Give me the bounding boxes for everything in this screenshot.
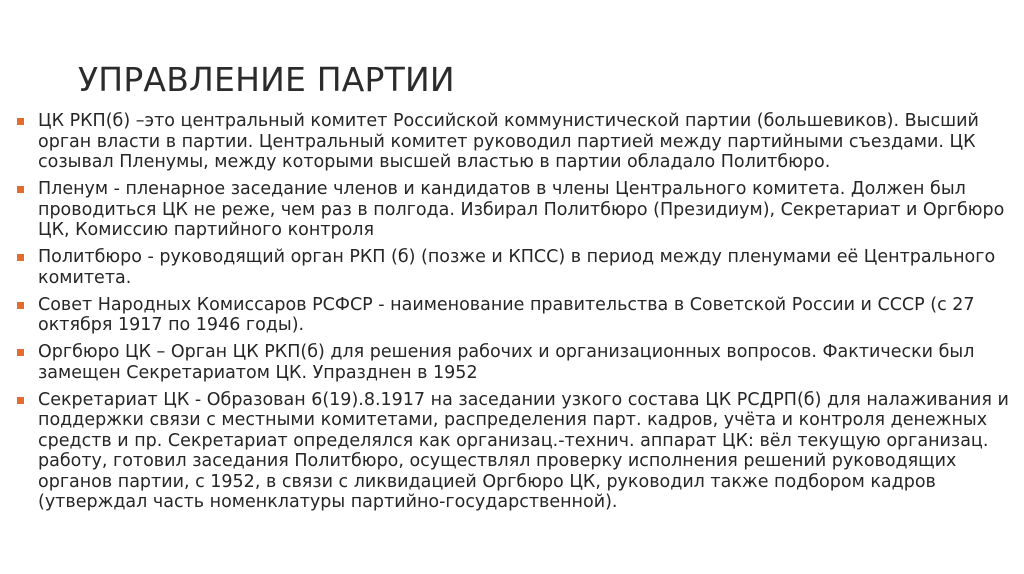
bullet-item <box>14 179 1014 241</box>
bullet-text: Оргбюро ЦК – Орган ЦК РКП(б) для решения рабочих и организационных вопросов. Фактически был замещен Секретариатом ЦК. Упразднен в 1952 <box>38 342 975 383</box>
square-bullet-icon <box>17 186 24 193</box>
square-bullet-icon <box>17 254 24 261</box>
bullet-item <box>14 111 1014 173</box>
bullet-text: Пленум - пленарное заседание членов и кандидатов в члены Центрального комитета. Должен был проводиться ЦК не реже, чем раз в полгода. Избирал Политбюро (Президиум), Секретариат и Оргбюро ЦК, Комиссию партийного контроля <box>38 179 1005 240</box>
bullet-text: Политбюро - руководящий орган РКП (б) (позже и КПСС) в период между пленумами её Центрального комитета. <box>38 247 996 288</box>
square-bullet-icon <box>17 349 24 356</box>
bullet-item <box>14 390 1014 513</box>
slide-title: УПРАВЛЕНИЕ ПАРТИИ <box>78 60 455 99</box>
bullet-item <box>14 247 1014 288</box>
bullet-text: ЦК РКП(б) –это центральный комитет Российской коммунистической партии (большевиков). Высший орган власти в партии. Центральный комитет руководил партией между партийными съездами. ЦК созывал Пленумы, между которыми высшей властью в партии обладало Политбюро. <box>38 111 979 172</box>
bullet-list <box>14 111 1014 519</box>
square-bullet-icon <box>17 118 24 125</box>
bullet-item <box>14 295 1014 336</box>
bullet-text: Секретариат ЦК - Образован 6(19).8.1917 на заседании узкого состава ЦК РСДРП(б) для налаживания и поддержки связи с местными комитетами, распределения парт. кадров, учёта и контроля денежных средств и пр. Секретариат определялся как организац.-технич. аппарат ЦК: вёл текущую организац. работу, готовил заседания Политбюро, осуществлял проверку исполнения решений руководящих органов партии, с 1952, в связи с ликвидацией Оргбюро ЦК, руководил также подбором кадров (утверждал часть номенклатуры партийно-государственной). <box>38 389 1009 512</box>
square-bullet-icon <box>17 397 24 404</box>
bullet-text: Совет Народных Комиссаров РСФСР - наименование правительства в Советской России и СССР (с 27 октября 1917 по 1946 годы). <box>38 294 975 335</box>
bullet-item <box>14 342 1014 383</box>
square-bullet-icon <box>17 302 24 309</box>
